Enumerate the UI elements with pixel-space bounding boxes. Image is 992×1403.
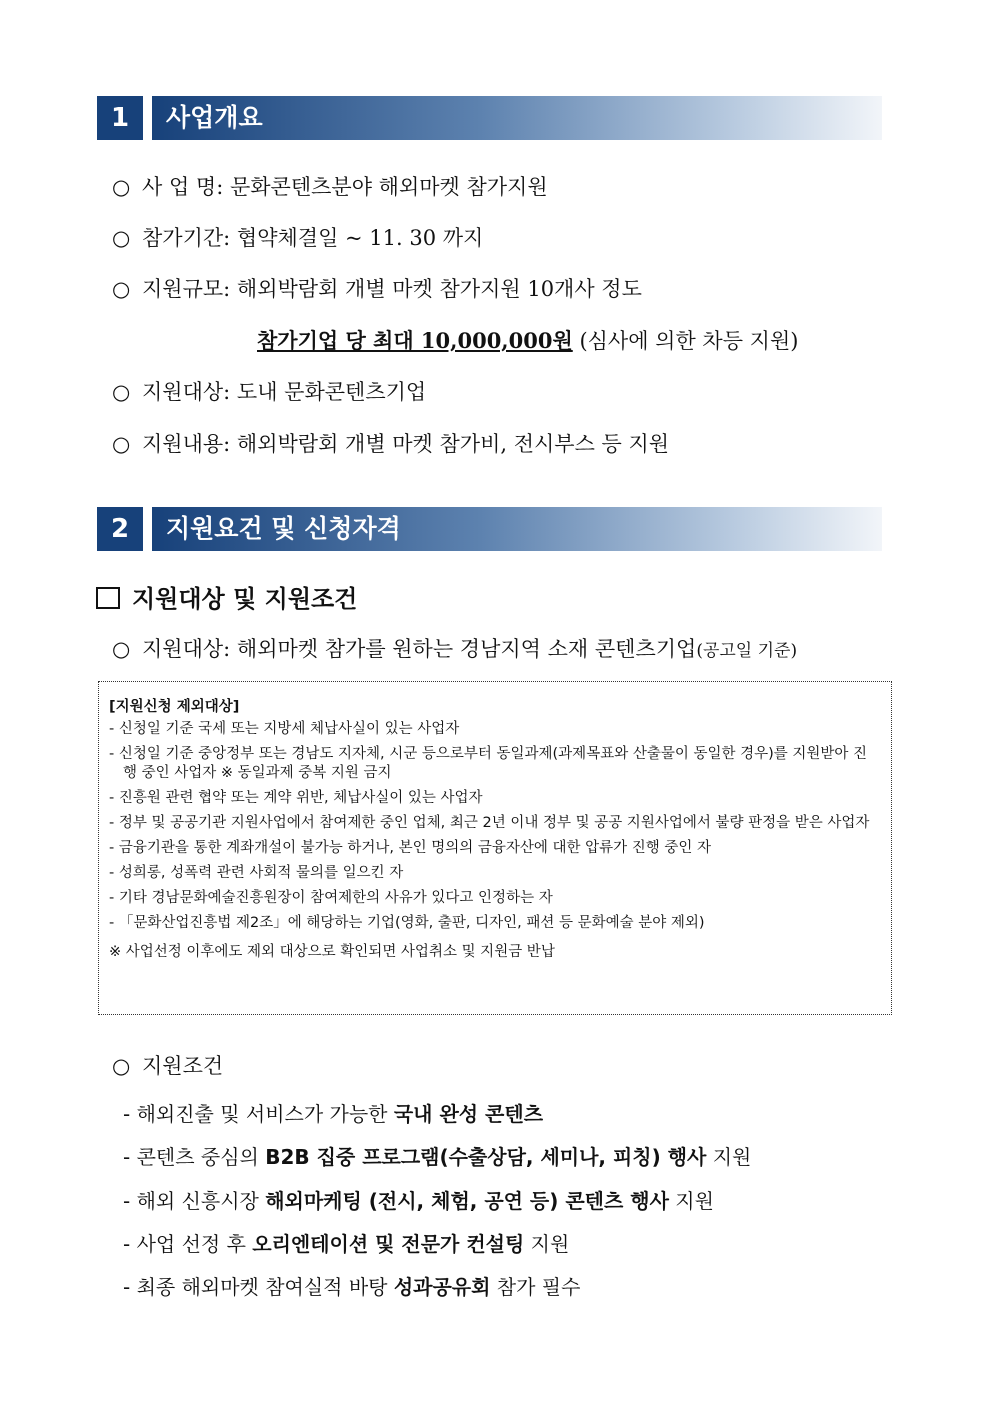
section-2-title: 지원요건 및 신청자격 xyxy=(166,514,401,543)
condition-item xyxy=(123,1100,543,1128)
subheading-text: 지원대상 및 지원조건 xyxy=(132,585,358,613)
exclusion-item: - 신청일 기준 국세 또는 지방세 체납사실이 있는 사업자 xyxy=(109,721,460,737)
condition-emphasis: B2B 집중 프로그램(수출상담, 세미나, 피칭) 행사 xyxy=(265,1145,707,1169)
condition-text: - 해외진출 및 서비스가 가능한 xyxy=(123,1102,394,1126)
exclusion-item: - 정부 및 공공기관 지원사업에서 참여제한 중인 업체, 최근 2년 이내 정부 및 공공 지원사업에서 불량 판정을 받은 사업자 xyxy=(109,815,870,831)
exclusion-item: - 금융기관을 통한 계좌개설이 불가능 하거나, 본인 명의의 금융자산에 대한 압류가 진행 중인 자 xyxy=(109,840,712,856)
bullet-icon: ○ xyxy=(112,637,131,661)
item-label: 지원내용: xyxy=(142,432,231,456)
condition-item xyxy=(123,1143,751,1171)
exclusion-box xyxy=(98,681,892,1015)
exclusion-title: [지원신청 제외대상] xyxy=(109,699,240,715)
target-value: 해외마켓 참가를 원하는 경남지역 소재 콘텐츠기업 xyxy=(236,637,697,661)
exclusion-item: - 성희롱, 성폭력 관련 사회적 물의를 일으킨 자 xyxy=(109,865,404,881)
item-label: 지원대상: xyxy=(142,380,231,404)
condition-text: - 최종 해외마켓 참여실적 바탕 xyxy=(123,1275,394,1299)
overview-item-content xyxy=(112,430,669,458)
condition-text: 지원 xyxy=(706,1145,752,1169)
exclusion-item: - 기타 경남문화예술진흥원장이 참여제한의 사유가 있다고 인정하는 자 xyxy=(109,890,553,906)
conditions-heading xyxy=(112,1052,223,1080)
exclusion-note: ※ 사업선정 이후에도 제외 대상으로 확인되면 사업취소 및 지원금 반납 xyxy=(109,944,555,960)
condition-text: - 해외 신흥시장 xyxy=(123,1189,266,1213)
target-note: (공고일 기준) xyxy=(696,641,798,661)
bullet-icon: ○ xyxy=(112,432,131,456)
overview-item-name xyxy=(112,173,548,201)
item-value: 협약체결일 ~ 11. 30 까지 xyxy=(236,226,484,250)
section-1-header-bar xyxy=(152,96,882,140)
checkbox-square-icon xyxy=(96,587,120,609)
condition-text: 지원 xyxy=(668,1189,714,1213)
scale-max-amount: 참가기업 당 최대 10,000,000원 xyxy=(257,328,573,353)
condition-emphasis: 오리엔테이션 및 전문가 컨설팅 xyxy=(252,1232,525,1256)
condition-item xyxy=(123,1187,714,1215)
item-value: 해외박람회 개별 마켓 참가지원 10개사 정도 xyxy=(236,277,642,301)
item-label: 지원규모: xyxy=(142,277,231,301)
condition-text: - 콘텐츠 중심의 xyxy=(123,1145,266,1169)
condition-item xyxy=(123,1230,569,1258)
bullet-icon: ○ xyxy=(112,226,131,250)
target-label: 지원대상: xyxy=(142,637,231,661)
overview-scale-detail xyxy=(257,327,798,355)
item-label: 참가기간: xyxy=(142,226,231,250)
conditions-label: 지원조건 xyxy=(142,1054,224,1078)
item-value: 해외박람회 개별 마켓 참가비, 전시부스 등 지원 xyxy=(236,432,670,456)
condition-text: 지원 xyxy=(524,1232,570,1256)
bullet-icon: ○ xyxy=(112,175,131,199)
bullet-icon: ○ xyxy=(112,380,131,404)
condition-text: 참가 필수 xyxy=(490,1275,581,1299)
condition-text: - 사업 선정 후 xyxy=(123,1232,253,1256)
section-1-title: 사업개요 xyxy=(166,103,263,132)
section-2-number: 2 xyxy=(97,507,143,551)
condition-emphasis: 해외마케팅 (전시, 체험, 공연 등) 콘텐츠 행사 xyxy=(265,1189,669,1213)
overview-item-scale xyxy=(112,275,642,303)
subheading-target-conditions xyxy=(96,583,357,615)
section-2-header-bar xyxy=(152,507,882,551)
exclusion-item: - 신청일 기준 중앙정부 또는 경남도 지자체, 시군 등으로부터 동일과제(과제목표와 산출물이 동일한 경우)를 지원받아 진행 중인 사업자 ※ 동일과제 중복 지원 금지 xyxy=(109,746,868,781)
overview-item-period xyxy=(112,224,483,252)
condition-emphasis: 국내 완성 콘텐츠 xyxy=(393,1102,544,1126)
exclusion-item: - 진흥원 관련 협약 또는 계약 위반, 체납사실이 있는 사업자 xyxy=(109,790,483,806)
item-label: 사 업 명: xyxy=(142,175,224,199)
scale-note: (심사에 의한 차등 지원) xyxy=(579,329,799,353)
bullet-icon: ○ xyxy=(112,277,131,301)
exclusion-item: - 「문화산업진흥법 제2조」에 해당하는 기업(영화, 출판, 디자인, 패션 등 문화예술 분야 제외) xyxy=(109,915,705,931)
bullet-icon: ○ xyxy=(112,1054,131,1078)
item-value: 도내 문화콘텐츠기업 xyxy=(236,380,427,404)
condition-item xyxy=(123,1273,580,1301)
condition-emphasis: 성과공유회 xyxy=(393,1275,491,1299)
target-line xyxy=(112,635,797,665)
section-1-number: 1 xyxy=(97,96,143,140)
item-value: 문화콘텐츠분야 해외마켓 참가지원 xyxy=(229,175,548,199)
overview-item-target xyxy=(112,378,426,406)
